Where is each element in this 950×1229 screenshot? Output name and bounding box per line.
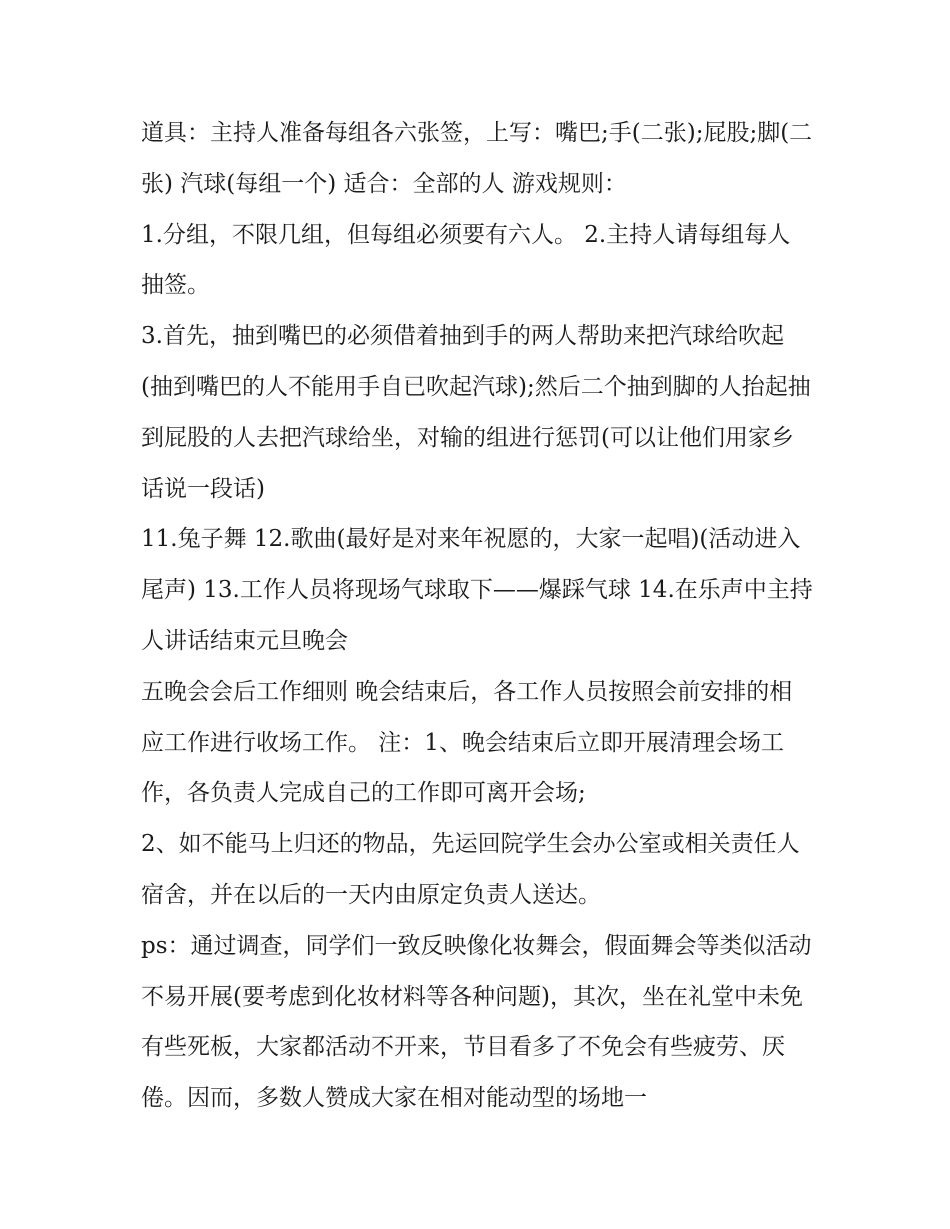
paragraph-ps-survey: ps：通过调查，同学们一致反映像化妆舞会，假面舞会等类似活动不易开展(要考虑到化妆材料等各种问题)，其次，坐在礼堂中未免有些死板，大家都活动不开来，节目看多了不免会有些疲劳、厌倦。因而，多数人赞成大家在相对能动型的场地一 <box>141 932 812 1112</box>
paragraph-after-party: 五晚会会后工作细则 晚会结束后，各工作人员按照会前安排的相应工作进行收场工作。 注：1、晚会结束后立即开展清理会场工作，各负责人完成自己的工作即可离开会场; <box>141 678 793 807</box>
paragraph-props-rules: 道具：主持人准备每组各六张签，上写：嘴巴;手(二张);屁股;脚(二张) 汽球(每组一个) 适合：全部的人 游戏规则： <box>141 120 813 197</box>
paragraph-program-end: 11.兔子舞 12.歌曲(最好是对来年祝愿的，大家一起唱)(活动进入尾声) 13.工作人员将现场气球取下——爆踩气球 14.在乐声中主持人讲话结束元旦晚会 <box>141 526 813 654</box>
paragraph-grouping: 1.分组，不限几组，但每组必须要有六人。 2.主持人请每组每人抽签。 <box>141 221 791 299</box>
paragraph-return-items: 2、如不能马上归还的物品，先运回院学生会办公室或相关责任人宿舍，并在以后的一天内由原定负责人送达。 <box>141 831 800 908</box>
document-page <box>141 108 813 1124</box>
paragraph-balloon-game: 3.首先，抽到嘴巴的必须借着抽到手的两人帮助来把汽球给吹起(抽到嘴巴的人不能用手自已吹起汽球);然后二个抽到脚的人抬起抽到屁股的人去把汽球给坐，对输的组进行惩罚(可以让他们用家乡话说一段话) <box>141 323 811 502</box>
